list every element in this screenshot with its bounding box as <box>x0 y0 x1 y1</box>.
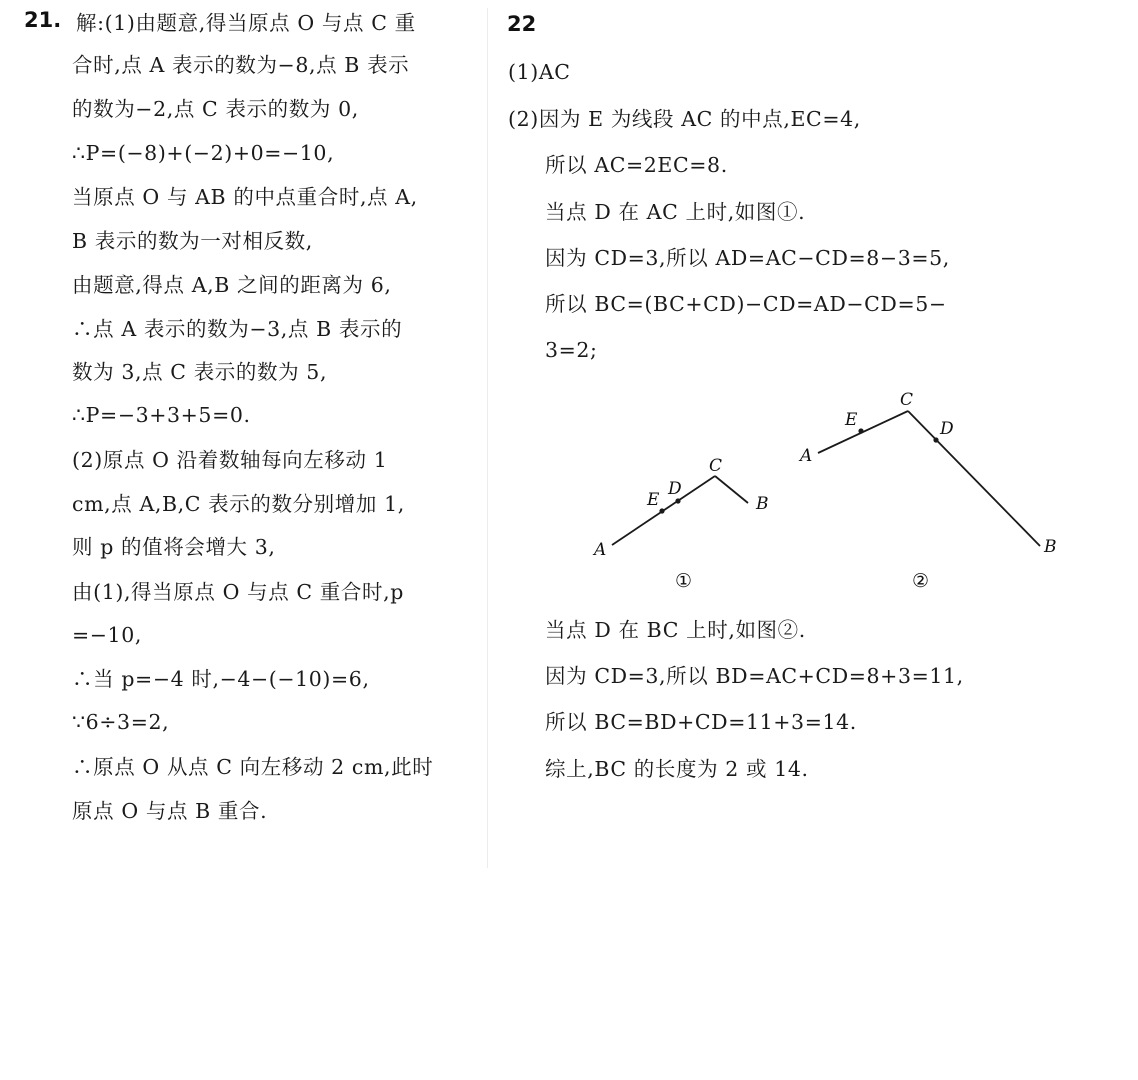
q22-line-6: 3=2; <box>545 338 598 362</box>
fig2-point-e <box>858 428 863 433</box>
q22-part-1: (1)AC <box>508 60 571 84</box>
q21-line-16: ∴当 p=−4 时,−4−(−10)=6, <box>72 667 370 691</box>
q21-line-11: (2)原点 O 沿着数轴每向左移动 1 <box>72 448 388 472</box>
q21-line-6: B 表示的数为一对相反数, <box>72 229 313 253</box>
q21-line-7: 由题意,得点 A,B 之间的距离为 6, <box>72 273 392 297</box>
fig1-segment-cb <box>715 476 748 503</box>
q21-line-18: ∴原点 O 从点 C 向左移动 2 cm,此时 <box>72 755 434 779</box>
fig2-label-b: B <box>1044 537 1057 557</box>
question-21-number: 21. <box>24 8 62 32</box>
q22-line-7: 当点 D 在 BC 上时,如图②. <box>545 618 806 642</box>
q22-line-8: 因为 CD=3,所以 BD=AC+CD=8+3=11, <box>545 664 964 688</box>
fig2-point-d <box>933 437 938 442</box>
fig1-label-c: C <box>709 456 723 476</box>
q21-line-2: 合时,点 A 表示的数为−8,点 B 表示 <box>72 53 410 77</box>
fig1-caption: ① <box>675 570 693 592</box>
fig1-label-b: B <box>756 494 769 514</box>
q21-line-17: ∵6÷3=2, <box>72 710 170 734</box>
q21-line-5: 当原点 O 与 AB 的中点重合时,点 A, <box>72 185 418 209</box>
segment-figures <box>580 380 1080 600</box>
fig2-segment-cb <box>908 411 1040 546</box>
fig2-label-c: C <box>900 390 914 410</box>
fig1-point-e <box>659 508 664 513</box>
q21-line-12: cm,点 A,B,C 表示的数分别增加 1, <box>72 492 405 516</box>
segment-figures-svg <box>580 380 1080 600</box>
q21-line-9: 数为 3,点 C 表示的数为 5, <box>72 360 328 384</box>
q21-line-19: 原点 O 与点 B 重合. <box>72 799 268 823</box>
q22-line-5: 所以 BC=(BC+CD)−CD=AD−CD=5− <box>545 292 947 316</box>
q22-line-1: (2)因为 E 为线段 AC 的中点,EC=4, <box>508 107 861 131</box>
q21-line-13: 则 p 的值将会增大 3, <box>72 535 276 559</box>
figure-2 <box>798 390 1057 592</box>
q21-line-14: 由(1),得当原点 O 与点 C 重合时,p <box>72 580 404 604</box>
fig1-label-d: D <box>668 479 682 499</box>
q22-line-4: 因为 CD=3,所以 AD=AC−CD=8−3=5, <box>545 246 950 270</box>
q22-line-9: 所以 BC=BD+CD=11+3=14. <box>545 710 857 734</box>
fig1-label-e: E <box>647 490 660 510</box>
fig1-label-a: A <box>594 540 607 560</box>
q22-line-10: 综上,BC 的长度为 2 或 14. <box>545 757 809 781</box>
q21-line-10: ∴P=−3+3+5=0. <box>72 403 251 427</box>
fig2-label-a: A <box>800 446 813 466</box>
q21-line-8: ∴点 A 表示的数为−3,点 B 表示的 <box>72 317 403 341</box>
fig2-label-d: D <box>940 419 954 439</box>
fig2-label-e: E <box>845 410 858 430</box>
fig1-point-d <box>675 498 680 503</box>
q22-line-2: 所以 AC=2EC=8. <box>545 153 728 177</box>
q21-line-3: 的数为−2,点 C 表示的数为 0, <box>72 97 359 121</box>
q21-line-1: 解:(1)由题意,得当原点 O 与点 C 重 <box>76 11 416 35</box>
fig2-caption: ② <box>912 570 930 592</box>
q21-line-4: ∴P=(−8)+(−2)+0=−10, <box>72 141 335 165</box>
question-22-number: 22 <box>507 12 537 36</box>
q21-line-15: =−10, <box>72 623 142 647</box>
column-divider <box>487 8 488 868</box>
q22-line-3: 当点 D 在 AC 上时,如图①. <box>545 200 806 224</box>
figure-1 <box>592 456 769 592</box>
